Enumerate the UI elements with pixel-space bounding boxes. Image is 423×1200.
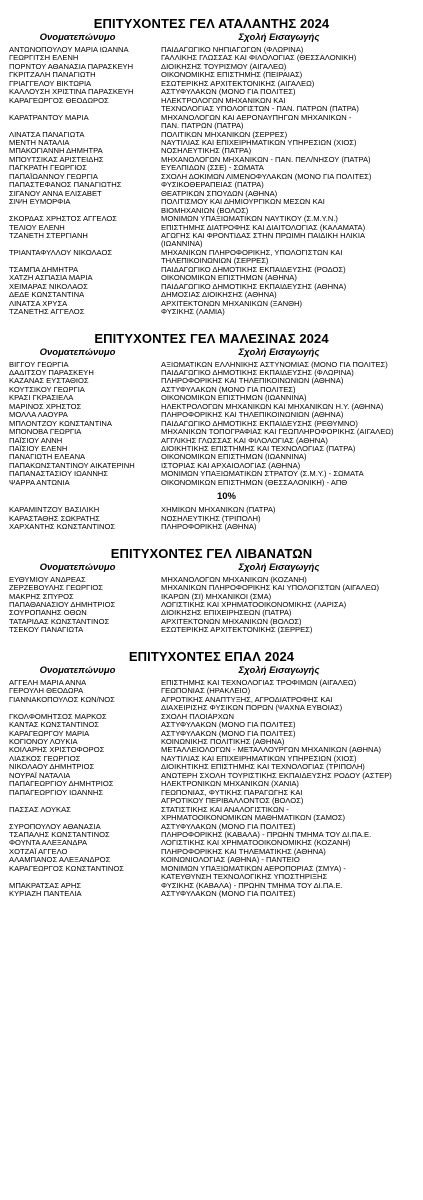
table-row xyxy=(9,873,420,881)
student-name: ΣΟΥΡΟΠΑΝΗΣ ΟΘΩΝ xyxy=(9,609,87,618)
table-row xyxy=(9,122,420,130)
table-row xyxy=(9,704,420,712)
table-row xyxy=(9,601,420,609)
student-name: ΓΙΑΝΝΑΚΟΠΟΥΛΟΣ ΚΩΝ/ΝΟΣ xyxy=(9,695,115,704)
admission-school: ΗΛΕΚΤΡΟΝΙΚΩΝ ΜΗΧΑΝΙΚΩΝ (ΧΑΝΙΑ) xyxy=(161,780,299,789)
admission-school: ΜΟΝΙΜΩΝ ΥΠΑΞΙΩΜΑΤΙΚΩΝ ΝΑΥΤΙΚΟΥ (Σ.Μ.Υ.Ν.) xyxy=(161,215,338,224)
student-name: ΓΚΟΛΦΟΜΗΤΣΟΣ ΜΑΡΚΟΣ xyxy=(9,712,107,721)
admission-school: ΑΣΤΥΦΥΛΑΚΩΝ (ΜΟΝΟ ΓΙΑ ΠΟΛΙΤΕΣ) xyxy=(161,729,296,738)
table-row xyxy=(9,131,420,139)
student-name: ΠΑΓΚΡΑΤΗ ΓΕΩΡΓΙΟΣ xyxy=(9,164,87,173)
table-row xyxy=(9,63,420,71)
table-row xyxy=(9,823,420,831)
column-header-name: Ονοματεπώνυμο xyxy=(39,664,116,676)
student-name xyxy=(9,873,161,881)
student-name: ΠΑΠΑΓΕΩΡΓΙΟΥ ΙΩΑΝΝΗΣ xyxy=(9,788,104,797)
admission-school: ΟΙΚΟΝΟΜΙΚΩΝ ΕΠΙΣΤΗΜΩΝ (ΘΕΣΣΑΛΟΝΙΚΗ) - ΑΠΘ xyxy=(161,478,348,487)
admission-school: ΓΕΩΠΟΝΙΑΣ (ΗΡΑΚΛΕΙΟ) xyxy=(161,687,251,696)
table-row xyxy=(9,97,420,105)
table-row xyxy=(9,763,420,771)
admission-school: ΣΧΟΛΗ ΠΛΟΙΑΡΧΩΝ xyxy=(161,712,234,721)
admission-school: ΦΥΣΙΚΟΘΕΡΑΠΕΙΑΣ (ΠΑΤΡΑ) xyxy=(161,181,264,190)
admission-school: ΑΣΤΥΦΥΛΑΚΩΝ (ΜΟΝΟ ΓΙΑ ΠΟΛΙΤΕΣ) xyxy=(161,822,296,831)
admission-school: ΟΙΚΟΝΟΜΙΚΩΝ ΕΠΙΣΤΗΜΩΝ (ΙΩΑΝΝΙΝΑ) xyxy=(161,453,307,462)
table-row xyxy=(9,207,420,215)
table-row xyxy=(9,181,420,189)
student-name: ΠΑΠΑΚΩΝΣΤΑΝΤΙΝΟΥ ΑΙΚΑΤΕΡΙΝΗ xyxy=(9,461,135,470)
student-name: ΚΑΡΑΣΤΑΘΗΣ ΣΩΚΡΑΤΗΣ xyxy=(9,514,100,523)
student-name: ΣΚΟΡΔΑΣ ΧΡΗΣΤΟΣ ΑΓΓΕΛΟΣ xyxy=(9,215,117,224)
table-row xyxy=(9,445,420,453)
admission-school: ΑΓΡΟΤΙΚΟΥ ΠΕΡΙΒΑΛΛΟΝΤΟΣ (ΒΟΛΟΣ) xyxy=(161,797,304,806)
table-row xyxy=(9,755,420,763)
admission-school: ΠΑΙΔΑΓΩΓΙΚΟ ΔΗΜΟΤΙΚΗΣ ΕΚΠΑΙΔΕΥΣΗΣ (ΡΟΔΟΣ) xyxy=(161,265,346,274)
student-name: ΜΠΛΟΝΤΖΟΥ ΚΩΝΣΤΑΝΤΙΝΑ xyxy=(9,419,112,428)
table-row xyxy=(9,377,420,385)
student-name: ΚΟΓΙΟΝΟΥ ΛΟΥΚΙΑ xyxy=(9,738,78,746)
table-row xyxy=(9,71,420,79)
table-row xyxy=(9,721,420,729)
table-row xyxy=(9,618,420,626)
student-name: ΚΑΛΛΟΥΣΗ ΧΡΙΣΤΙΝΑ ΠΑΡΑΣΚΕΥΗ xyxy=(9,88,134,97)
admission-school: ΚΑΤΕΥΘΥΝΣΗ ΤΕΧΝΟΛΟΓΙΚΗΣ ΥΠΟΣΤΗΡΙΞΗΣ xyxy=(161,873,328,882)
table-row xyxy=(9,523,420,531)
student-name: ΠΑΠΑΝΑΣΤΑΣΙΟΥ ΙΩΑΝΝΗΣ xyxy=(9,470,108,479)
admission-school: ΣΤΑΤΙΣΤΙΚΗΣ ΚΑΙ ΑΝΑΛΟΓΙΣΤΙΚΩΝ - xyxy=(161,805,289,814)
admission-school: ΧΗΜΙΚΩΝ ΜΗΧΑΝΙΚΩΝ (ΠΑΤΡΑ) xyxy=(161,506,276,515)
table-row xyxy=(9,291,420,299)
admission-school: ΠΛΗΡΟΦΟΡΙΚΗΣ (ΑΘΗΝΑ) xyxy=(161,523,257,532)
table-row xyxy=(9,54,420,62)
student-name: ΨΑΡΡΑ ΑΝΤΩΝΙΑ xyxy=(9,478,70,487)
admission-school: ΠΑΙΔΑΓΩΓΙΚΟ ΔΗΜΟΤΙΚΗΣ ΕΚΠΑΙΔΕΥΣΗΣ (ΡΕΘΥΜΝΟ) xyxy=(161,419,358,428)
table-row xyxy=(9,470,420,478)
student-name: ΧΑΤΖΗ ΑΣΠΑΣΙΑ ΜΑΡΙΑ xyxy=(9,274,93,283)
table-row xyxy=(9,806,420,814)
student-name: ΧΕΙΜΑΡΑΣ ΝΙΚΟΛΑΟΣ xyxy=(9,282,88,291)
admission-school: ΠΛΗΡΟΦΟΡΙΚΗΣ ΚΑΙ ΤΗΛΕΠΙΚΟΙΝΩΝΙΩΝ (ΑΘΗΝΑ) xyxy=(161,377,344,386)
table-row xyxy=(9,506,420,514)
student-name: ΠΑΠΑΣΤΕΦΑΝΟΣ ΠΑΝΑΓΙΩΤΗΣ xyxy=(9,181,122,190)
student-name: ΠΑΝΑΓΙΩΤΗ ΕΛΕΑΝΑ xyxy=(9,453,86,462)
admission-school: ΛΟΓΙΣΤΙΚΗΣ ΚΑΙ ΧΡΗΜΑΤΟΟΙΚΟΝΟΜΙΚΗΣ (ΛΑΡΙΣΑ) xyxy=(161,601,347,610)
table-row xyxy=(9,249,420,257)
table-row xyxy=(9,865,420,873)
student-name: ΚΡΑΣΙ ΓΚΡΑΣΙΕΛΑ xyxy=(9,394,74,403)
admission-school: ΗΛΕΚΤΡΟΛΟΓΩΝ ΜΗΧΑΝΙΚΩΝ ΚΑΙ xyxy=(161,96,286,105)
admission-school: ΘΕΑΤΡΙΚΩΝ ΣΠΟΥΔΩΝ (ΑΘΗΝΑ) xyxy=(161,189,278,198)
student-name: ΑΝΤΩΝΟΠΟΥΛΟΥ ΜΑΡΙΑ ΙΩΑΝΝΑ xyxy=(9,46,129,54)
admission-school: ΑΓΓΛΙΚΗΣ ΓΛΩΣΣΑΣ ΚΑΙ ΦΙΛΟΛΟΓΙΑΣ (ΑΘΗΝΑ) xyxy=(161,436,328,445)
admission-school: ΜΗΧΑΝΙΚΩΝ ΠΛΗΡΟΦΟΡΙΚΗΣ, ΥΠΟΛΟΓΙΣΤΩΝ ΚΑΙ xyxy=(161,248,343,257)
student-name: ΚΑΡΑΤΡΑΝΤΟΥ ΜΑΡΙΑ xyxy=(9,113,89,122)
student-name: ΧΟΤΖΑΪ ΑΓΓΕΛΟ xyxy=(9,847,68,856)
admission-school: ΠΑΙΔΑΓΩΓΙΚΟ ΔΗΜΟΤΙΚΗΣ ΕΚΠΑΙΔΕΥΣΗΣ (ΦΛΩΡΙΝΑ) xyxy=(161,368,354,377)
admission-school: ΑΝΩΤΕΡΗ ΣΧΟΛΗ ΤΟΥΡΙΣΤΙΚΗΣ ΕΚΠΑΙΔΕΥΣΗΣ ΡΟΔΟΥ (ΑΣΤΕΡ) xyxy=(161,771,392,780)
student-name xyxy=(9,105,161,113)
table-row xyxy=(9,780,420,788)
table-row xyxy=(9,479,420,487)
admission-school: ΠΛΗΡΟΦΟΡΙΚΗΣ (ΚΑΒΑΛΑ) - ΠΡΩΗΝ ΤΜΗΜΑ ΤΟΥ ΔΙ.ΠΑ.Ε. xyxy=(161,830,372,839)
admission-school: ΔΙΟΙΚΗΤΙΚΗΣ ΕΠΙΣΤΗΜΗΣ ΚΑΙ ΤΕΧΝΟΛΟΓΙΑΣ (ΤΡΙΠΟΛΗ) xyxy=(161,763,365,772)
table-row xyxy=(9,156,420,164)
column-header-school: Σχολή Εισαγωγής xyxy=(238,346,320,358)
table-row xyxy=(9,453,420,461)
student-name: ΛΙΑΣΚΟΣ ΓΕΩΡΓΙΟΣ xyxy=(9,754,81,763)
table-row xyxy=(9,814,420,822)
table-row xyxy=(9,882,420,890)
admission-school: ΦΥΣΙΚΗΣ (ΛΑΜΙΑ) xyxy=(161,308,225,317)
table-row xyxy=(9,609,420,617)
student-name xyxy=(9,240,161,248)
admission-school: ΠΟΛΙΤΙΣΜΟΥ ΚΑΙ ΔΗΜΙΟΥΡΓΙΚΩΝ ΜΕΣΩΝ ΚΑΙ xyxy=(161,198,325,207)
table-row xyxy=(9,462,420,470)
table-row xyxy=(9,190,420,198)
student-name: ΛΙΝΑΤΣΑ ΧΡΥΣΑ xyxy=(9,299,68,308)
admission-school: ΜΗΧΑΝΟΛΟΓΩΝ ΜΗΧΑΝΙΚΩΝ (ΚΟΖΑΝΗ) xyxy=(161,575,307,584)
table-row xyxy=(9,839,420,847)
table-row xyxy=(9,515,420,523)
admission-school: ΤΗΛΕΠΙΚΟΙΝΩΝΙΩΝ (ΣΕΡΡΕΣ) xyxy=(161,257,269,266)
student-name: ΝΟΥΡΑΪ ΝΑΤΑΛΙΑ xyxy=(9,771,71,780)
table-row xyxy=(9,80,420,88)
student-name: ΠΑΠΑΓΕΩΡΓΙΟΥ ΔΗΜΗΤΡΙΟΣ xyxy=(9,780,114,789)
section-title-atalanti: ΕΠΙΤΥΧΟΝΤΕΣ ΓΕΛ ΑΤΑΛΑΝΤΗΣ 2024 xyxy=(93,16,330,31)
admission-school: ΠΑΙΔΑΓΩΓΙΚΟ ΔΗΜΟΤΙΚΗΣ ΕΚΠΑΙΔΕΥΣΗΣ (ΑΘΗΝΑ) xyxy=(161,282,347,291)
section-title-malesina: ΕΠΙΤΥΧΟΝΤΕΣ ΓΕΛ ΜΑΛΕΣΙΝΑΣ 2024 xyxy=(94,330,329,346)
table-row xyxy=(9,738,420,746)
admission-school: ΑΓΩΓΗΣ ΚΑΙ ΦΡΟΝΤΙΔΑΣ ΣΤΗΝ ΠΡΩΙΜΗ ΠΑΙΔΙΚΗ ΗΛΙΚΙΑ xyxy=(161,231,366,240)
student-name: ΚΑΡΑΜΙΝΤΖΟΥ ΒΑΣΙΛΙΚΗ xyxy=(9,506,100,515)
column-header-school: Σχολή Εισαγωγής xyxy=(238,561,320,573)
student-name: ΤΖΑΝΕΤΗ ΣΤΕΡΓΙΑΝΗ xyxy=(9,231,88,240)
table-row xyxy=(9,713,420,721)
table-row xyxy=(9,772,420,780)
student-name: ΑΓΓΕΛΗ ΜΑΡΙΑ ΑΝΝΑ xyxy=(9,678,87,687)
admission-school: ΝΑΥΤΙΛΙΑΣ ΚΑΙ ΕΠΙΧΕΙΡΗΜΑΤΙΚΩΝ ΥΠΗΡΕΣΙΩΝ (ΧΙΟΣ) xyxy=(161,754,357,763)
table-row xyxy=(9,114,420,122)
student-name: ΖΕΡΖΕΒΟΥΛΗΣ ΓΕΩΡΓΙΟΣ xyxy=(9,584,103,593)
student-name: ΒΙΓΓΟΥ ΓΕΩΡΓΙΑ xyxy=(9,360,69,369)
admission-school: ΠΑΙΔΑΓΩΓΙΚΟ ΝΗΠΙΑΓΩΓΩΝ (ΦΛΩΡΙΝΑ) xyxy=(161,46,304,54)
admission-school: ΟΙΚΟΝΟΜΙΚΗΣ ΕΠΙΣΤΗΜΗΣ (ΠΕΙΡΑΙΑΣ) xyxy=(161,71,303,80)
student-name: ΠΑΠΑΘΑΝΑΣΙΟΥ ΔΗΜΗΤΡΙΟΣ xyxy=(9,601,116,610)
admission-school: ΕΥΕΛΠΙΔΩΝ (ΣΣΕ) - ΣΩΜΑΤΑ xyxy=(161,164,264,173)
admission-school: ΜΗΧΑΝΟΛΟΓΩΝ ΚΑΙ ΑΕΡΟΝΑΥΠΗΓΩΝ ΜΗΧΑΝΙΚΩΝ - xyxy=(161,113,352,122)
student-name: ΔΑΔΙΤΣΟΥ ΠΑΡΑΣΚΕΥΗ xyxy=(9,368,94,377)
student-name: ΦΟΥΝΤΑ ΑΛΕΞΑΝΔΡΑ xyxy=(9,839,88,848)
admission-school: ΧΡΗΜΑΤΟΟΙΚΟΝΟΜΙΚΩΝ ΜΑΘΗΜΑΤΙΚΩΝ (ΣΑΜΟΣ) xyxy=(161,814,346,823)
admission-school: ΑΡΧΙΤΕΚΤΟΝΩΝ ΜΗΧΑΝΙΚΩΝ (ΞΑΝΘΗ) xyxy=(161,299,303,308)
table-row xyxy=(9,240,420,248)
student-name: ΤΑΤΑΡΙΔΑΣ ΚΩΝΣΤΑΝΤΙΝΟΣ xyxy=(9,617,110,626)
student-name: ΜΠΑΚΟΓΙΑΝΝΗ ΔΗΜΗΤΡΑ xyxy=(9,147,103,156)
table-row xyxy=(9,88,420,96)
admission-school: ΝΟΣΗΛΕΥΤΙΚΗΣ (ΤΡΙΠΟΛΗ) xyxy=(161,514,261,523)
admission-school: ΔΙΟΙΚΗΤΙΚΗΣ ΕΠΙΣΤΗΜΗΣ ΚΑΙ ΤΕΧΝΟΛΟΓΙΑΣ (ΠΑΤΡΑ) xyxy=(161,445,356,454)
table-row xyxy=(9,232,420,240)
student-name: ΜΠΟΝΟΒΑ ΓΕΩΡΓΙΑ xyxy=(9,428,82,437)
admission-school: ΕΠΙΣΤΗΜΗΣ ΚΑΙ ΤΕΧΝΟΛΟΓΙΑΣ ΤΡΟΦΙΜΩΝ (ΑΙΓΑΛΕΩ) xyxy=(161,678,357,687)
column-headers xyxy=(0,665,423,677)
table-row xyxy=(9,593,420,601)
table-row xyxy=(9,139,420,147)
table-row xyxy=(9,789,420,797)
admission-school: ΠΑΝ. ΠΑΤΡΩΝ (ΠΑΤΡΑ) xyxy=(161,122,244,131)
student-name: ΚΥΡΙΑΖΗ ΠΑΝΤΕΛΙΑ xyxy=(9,890,82,899)
student-name xyxy=(9,814,161,822)
admission-school: ΜΗΧΑΝΙΚΩΝ ΠΛΗΡΟΦΟΡΙΚΗΣ ΚΑΙ ΥΠΟΛΟΓΙΣΤΩΝ (ΑΙΓΑΛΕΩ) xyxy=(161,584,380,593)
admission-school: ΑΣΤΥΦΥΛΑΚΩΝ (ΜΟΝΟ ΓΙΑ ΠΟΛΙΤΕΣ) xyxy=(161,88,296,97)
student-name: ΚΑΡΑΓΕΩΡΓΟΣ ΘΕΟΔΩΡΟΣ xyxy=(9,96,109,105)
student-name: ΜΑΚΡΗΣ ΣΠΥΡΟΣ xyxy=(9,592,74,601)
table-row xyxy=(9,46,420,54)
admission-school: ΔΙΟΙΚΗΣΗΣ ΤΟΥΡΙΣΜΟΥ (ΑΙΓΑΛΕΩ) xyxy=(161,62,287,71)
admission-school: (ΙΩΑΝΝΙΝΑ) xyxy=(161,240,203,249)
admission-school: ΚΟΙΝΩΝΙΟΛΟΓΙΑΣ (ΑΘΗΝΑ) - ΠΑΝΤΕΙΟ xyxy=(161,856,300,865)
student-name: ΠΟΡΝΤΟΥ ΑΘΑΝΑΣΙΑ ΠΑΡΑΣΚΕΥΗ xyxy=(9,62,134,71)
table-row xyxy=(9,224,420,232)
student-name xyxy=(9,122,161,130)
section-title-livanates: ΕΠΙΤΥΧΟΝΤΕΣ ΓΕΛ ΛΙΒΑΝΑΤΩΝ xyxy=(110,545,313,561)
student-name: ΔΕΔΕ ΚΩΝΣΤΑΝΤΙΝΑ xyxy=(9,291,85,300)
table-row xyxy=(9,576,420,584)
table-row xyxy=(9,215,420,223)
table-row xyxy=(9,308,420,316)
student-name: ΜΠΑΚΡΑΤΣΑΣ ΑΡΗΣ xyxy=(9,881,82,890)
student-name: ΤΡΙΑΝΤΑΦΥΛΛΟΥ ΝΙΚΟΛΑΟΣ xyxy=(9,248,113,257)
table-row xyxy=(9,369,420,377)
student-name: ΚΟΥΤΣΙΚΟΥ ΓΕΩΡΓΙΑ xyxy=(9,385,85,394)
admission-school: ΠΟΛΙΤΙΚΩΝ ΜΗΧΑΝΙΚΩΝ (ΣΕΡΡΕΣ) xyxy=(161,130,288,139)
table-row xyxy=(9,848,420,856)
admission-school: ΙΚΑΡΩΝ (ΣΙ) ΜΗΧΑΝΙΚΟΙ (ΣΜΑ) xyxy=(161,592,272,601)
results-list xyxy=(0,46,423,317)
student-name: ΧΑΡΧΑΝΤΗΣ ΚΩΝΣΤΑΝΤΙΝΟΣ xyxy=(9,523,116,532)
quota-label: 10% xyxy=(216,491,236,503)
admission-school: ΓΑΛΛΙΚΗΣ ΓΛΩΣΣΑΣ ΚΑΙ ΦΙΛΟΛΟΓΙΑΣ (ΘΕΣΣΑΛΟΝΙΚΗ) xyxy=(161,54,357,63)
section-title-epal: ΕΠΙΤΥΧΟΝΤΕΣ ΕΠΑΛ 2024 xyxy=(128,648,295,664)
admission-school: ΑΣΤΥΦΥΛΑΚΩΝ (ΜΟΝΟ ΓΙΑ ΠΟΛΙΤΕΣ) xyxy=(161,890,296,899)
admission-school: ΑΣΤΥΦΥΛΑΚΩΝ (ΜΟΝΟ ΓΙΑ ΠΟΛΙΤΕΣ) xyxy=(161,721,296,730)
admission-school: ΕΣΩΤΕΡΙΚΗΣ ΑΡΧΙΤΕΚΤΟΝΙΚΗΣ (ΣΕΡΡΕΣ) xyxy=(161,626,313,635)
table-row xyxy=(9,696,420,704)
student-name: ΚΟΙΛΑΡΗΣ ΧΡΙΣΤΟΦΟΡΟΣ xyxy=(9,746,105,755)
student-name: ΕΥΘΥΜΙΟΥ ΑΝΔΡΕΑΣ xyxy=(9,575,86,584)
student-name: ΜΑΡΙΝΟΣ ΧΡΗΣΤΟΣ xyxy=(9,402,82,411)
admission-school: ΛΟΓΙΣΤΙΚΗΣ ΚΑΙ ΧΡΗΜΑΤΟΟΙΚΟΝΟΜΙΚΗΣ (ΚΟΖΑΝΗ) xyxy=(161,839,351,848)
table-row xyxy=(9,266,420,274)
table-row xyxy=(9,198,420,206)
column-header-school: Σχολή Εισαγωγής xyxy=(238,32,320,43)
admission-school: ΔΗΜΟΣΙΑΣ ΔΙΟΙΚΗΣΗΣ (ΑΘΗΝΑ) xyxy=(161,291,277,300)
admission-school: ΟΙΚΟΝΟΜΙΚΩΝ ΕΠΙΣΤΗΜΩΝ (ΙΩΑΝΝΙΝΑ) xyxy=(161,394,307,403)
student-name: ΠΑΠΑΪΩΑΝΝΟΥ ΓΕΩΡΓΙΑ xyxy=(9,172,98,181)
table-row xyxy=(9,626,420,634)
table-row xyxy=(9,420,420,428)
table-row xyxy=(9,746,420,754)
table-row xyxy=(9,428,420,436)
table-row xyxy=(9,856,420,864)
table-row xyxy=(9,403,420,411)
results-list xyxy=(0,361,423,488)
student-name: ΚΑΡΑΓΕΩΡΓΟΥ ΜΑΡΙΑ xyxy=(9,729,90,738)
table-row xyxy=(9,274,420,282)
admission-school: ΑΓΡΟΤΙΚΗΣ ΑΝΑΠΤΥΞΗΣ, ΑΓΡΟΔΙΑΤΡΟΦΗΣ ΚΑΙ xyxy=(161,695,333,704)
table-row xyxy=(9,890,420,898)
table-row xyxy=(9,411,420,419)
student-name: ΚΑΡΑΓΕΩΡΓΟΣ ΚΩΝΣΤΑΝΤΙΝΟΣ xyxy=(9,864,124,873)
admission-school: ΕΣΩΤΕΡΙΚΗΣ ΑΡΧΙΤΕΚΤΟΝΙΚΗΣ (ΑΙΓΑΛΕΩ) xyxy=(161,79,315,88)
student-name: ΜΟΛΛΑ ΛΑΟΥΡΑ xyxy=(9,411,68,420)
student-name xyxy=(9,704,161,712)
student-name: ΓΕΩΡΓΙΤΣΗ ΕΛΕΝΗ xyxy=(9,54,79,63)
student-name: ΓΚΡΙΤΖΑΛΗ ΠΑΝΑΓΙΩΤΗ xyxy=(9,71,96,80)
column-headers xyxy=(0,562,423,574)
admission-school: ΤΕΧΝΟΛΟΓΙΑΣ ΥΠΟΛΟΓΙΣΤΩΝ - ΠΑΝ. ΠΑΤΡΩΝ (ΠΑΤΡΑ) xyxy=(161,105,359,114)
results-list xyxy=(0,576,423,635)
student-name: ΤΣΑΜΠΑ ΔΗΜΗΤΡΑ xyxy=(9,265,79,274)
admission-school: ΑΞΙΩΜΑΤΙΚΩΝ ΕΛΛΗΝΙΚΗΣ ΑΣΤΥΝΟΜΙΑΣ (ΜΟΝΟ ΓΙΑ ΠΟΛΙΤΕΣ) xyxy=(161,360,388,369)
table-row xyxy=(9,831,420,839)
student-name: ΚΑΖΑΝΑΣ ΕΥΣΤΑΘΙΟΣ xyxy=(9,377,89,386)
admission-school: ΕΠΙΣΤΗΜΗΣ ΔΙΑΤΡΟΦΗΣ ΚΑΙ ΔΙΑΙΤΟΛΟΓΙΑΣ (ΚΑΛΑΜΑΤΑ) xyxy=(161,223,366,232)
student-name: ΑΛΑΜΠΑΝΟΣ ΑΛΕΞΑΝΔΡΟΣ xyxy=(9,856,111,865)
table-row xyxy=(9,437,420,445)
table-row xyxy=(9,361,420,369)
admission-school: ΜΗΧΑΝΙΚΩΝ ΤΟΠΟΓΡΑΦΙΑΣ ΚΑΙ ΓΕΩΠΛΗΡΟΦΟΡΙΚΗΣ (ΑΙΓΑΛΕΩ) xyxy=(161,428,394,437)
admission-school: ΑΡΧΙΤΕΚΤΟΝΩΝ ΜΗΧΑΝΙΚΩΝ (ΒΟΛΟΣ) xyxy=(161,617,302,626)
table-row xyxy=(9,105,420,113)
student-name: ΣΥΡΟΠΟΥΛΟΥ ΑΘΑΝΑΣΙΑ xyxy=(9,822,101,831)
admission-school: ΔΙΑΧΕΙΡΙΣΗΣ ΦΥΣΙΚΩΝ ΠΟΡΩΝ (ΨΑΧΝΑ ΕΥΒΟΙΑΣ) xyxy=(161,704,343,713)
admission-school: ΟΙΚΟΝΟΜΙΚΩΝ ΕΠΙΣΤΗΜΩΝ (ΑΘΗΝΑ) xyxy=(161,274,297,283)
admission-school: ΒΙΟΜΗΧΑΝΙΩΝ (ΒΟΛΟΣ) xyxy=(161,206,249,215)
admission-school: ΦΥΣΙΚΗΣ (ΚΑΒΑΛΑ) - ΠΡΩΗΝ ΤΜΗΜΑ ΤΟΥ ΔΙ.ΠΑ.Ε. xyxy=(161,881,343,890)
table-row xyxy=(9,300,420,308)
student-name: ΚΑΝΤΑΣ ΚΩΝΣΤΑΝΤΙΝΟΣ xyxy=(9,721,99,730)
admission-school: ΗΛΕΚΤΡΟΛΟΓΩΝ ΜΗΧΑΝΙΚΩΝ ΚΑΙ ΜΗΧΑΝΙΚΩΝ Η.Υ. (ΑΘΗΝΑ) xyxy=(161,402,384,411)
admission-school: ΜΕΤΑΛΛΕΙΟΛΟΓΩΝ - ΜΕΤΑΛΛΟΥΡΓΩΝ ΜΗΧΑΝΙΚΩΝ (ΑΘΗΝΑ) xyxy=(161,746,382,755)
admission-school: ΙΣΤΟΡΙΑΣ ΚΑΙ ΑΡΧΑΙΟΛΟΓΙΑΣ (ΑΘΗΝΑ) xyxy=(161,461,301,470)
admission-school: ΣΧΟΛΗ ΔΟΚΙΜΩΝ ΛΙΜΕΝΟΦΥΛΑΚΩΝ (ΜΟΝΟ ΓΙΑ ΠΟΛΙΤΕΣ) xyxy=(161,172,372,181)
results-list-quota xyxy=(0,506,423,531)
column-header-name: Ονοματεπώνυμο xyxy=(39,32,116,43)
table-row xyxy=(9,257,420,265)
table-row xyxy=(9,679,420,687)
student-name: ΓΕΡΟΥΛΗ ΘΕΟΔΩΡΑ xyxy=(9,687,84,696)
student-name xyxy=(9,797,161,805)
table-row xyxy=(9,394,420,402)
student-name: ΣΙΓΑΝΟΥ ΑΝΝΑ ΕΛΙΣΑΒΕΤ xyxy=(9,189,102,198)
student-name: ΓΡΙΑΓΓΕΛΟΥ ΒΙΚΤΩΡΙΑ xyxy=(9,79,92,88)
student-name: ΠΑΪΣΙΟΥ ΑΝΝΗ xyxy=(9,436,63,445)
table-row xyxy=(9,730,420,738)
table-row xyxy=(9,164,420,172)
column-header-name: Ονοματεπώνυμο xyxy=(39,346,116,358)
admission-school: ΠΛΗΡΟΦΟΡΙΚΗΣ ΚΑΙ ΤΗΛΕΜΑΤΙΚΗΣ (ΑΘΗΝΑ) xyxy=(161,847,326,856)
admission-school: ΜΟΝΙΜΩΝ ΥΠΑΞΙΩΜΑΤΙΚΩΝ ΣΤΡΑΤΟΥ (Σ.Μ.Υ.) - ΣΩΜΑΤΑ xyxy=(161,470,364,479)
table-row xyxy=(9,283,420,291)
column-headers xyxy=(0,32,423,44)
table-row xyxy=(9,797,420,805)
student-name xyxy=(9,257,161,265)
admission-school: ΑΣΤΥΦΥΛΑΚΩΝ (ΜΟΝΟ ΓΙΑ ΠΟΛΙΤΕΣ) xyxy=(161,385,296,394)
student-name: ΛΙΝΑΤΣΑ ΠΑΝΑΓΙΩΤΑ xyxy=(9,130,85,139)
results-list xyxy=(0,679,423,899)
table-row xyxy=(9,687,420,695)
column-header-name: Ονοματεπώνυμο xyxy=(39,561,116,573)
column-headers xyxy=(0,347,423,359)
admission-school: ΚΟΙΝΩΝΙΚΗΣ ΠΟΛΙΤΙΚΗΣ (ΑΘΗΝΑ) xyxy=(161,738,285,746)
admission-school: ΔΙΟΙΚΗΣΗΣ ΕΠΙΧΕΙΡΗΣΕΩΝ (ΠΑΤΡΑ) xyxy=(161,609,292,618)
admission-school: ΝΟΣΗΛΕΥΤΙΚΗΣ (ΠΑΤΡΑ) xyxy=(161,147,252,156)
student-name: ΤΕΛΙΟΥ ΕΛΕΝΗ xyxy=(9,223,65,232)
student-name xyxy=(9,207,161,215)
admission-school: ΓΕΩΠΟΝΙΑΣ, ΦΥΤΙΚΗΣ ΠΑΡΑΓΩΓΗΣ ΚΑΙ xyxy=(161,788,303,797)
table-row xyxy=(9,147,420,155)
admission-school: ΝΑΥΤΙΛΙΑΣ ΚΑΙ ΕΠΙΧΕΙΡΗΜΑΤΙΚΩΝ ΥΠΗΡΕΣΙΩΝ (ΧΙΟΣ) xyxy=(161,138,357,147)
student-name: ΤΖΑΝΕΤΗΣ ΑΓΓΕΛΟΣ xyxy=(9,308,85,317)
admission-school: ΜΗΧΑΝΟΛΟΓΩΝ ΜΗΧΑΝΙΚΩΝ - ΠΑΝ. ΠΕΛ/ΝΗΣΟΥ (ΠΑΤΡΑ) xyxy=(161,155,371,164)
student-name: ΠΑΣΣΑΣ ΛΟΥΚΑΣ xyxy=(9,805,71,814)
student-name: ΜΠΟΥΤΣΙΚΑΣ ΑΡΙΣΤΕΙΔΗΣ xyxy=(9,155,104,164)
student-name: ΜΕΝΤΗ ΝΑΤΑΛΙΑ xyxy=(9,138,70,147)
student-name: ΣΙΨΗ ΕΥΜΟΡΦΙΑ xyxy=(9,198,71,207)
column-header-school: Σχολή Εισαγωγής xyxy=(238,664,320,676)
table-row xyxy=(9,173,420,181)
student-name: ΤΣΕΚΟΥ ΠΑΝΑΓΙΩΤΑ xyxy=(9,626,84,635)
student-name: ΠΑΪΣΙΟΥ ΕΛΕΝΗ xyxy=(9,445,68,454)
table-row xyxy=(9,584,420,592)
table-row xyxy=(9,386,420,394)
admission-school: ΜΟΝΙΜΩΝ ΥΠΑΞΙΩΜΑΤΙΚΩΝ ΑΕΡΟΠΟΡΙΑΣ (ΣΜΥΑ) - xyxy=(161,864,346,873)
student-name: ΤΣΑΠΑΛΗΣ ΚΩΝΣΤΑΝΤΙΝΟΣ xyxy=(9,830,110,839)
student-name: ΝΙΚΟΛΑΟΥ ΔΗΜΗΤΡΙΟΣ xyxy=(9,763,95,772)
admission-school: ΠΛΗΡΟΦΟΡΙΚΗΣ ΚΑΙ ΤΗΛΕΠΙΚΟΙΝΩΝΙΩΝ (ΑΘΗΝΑ) xyxy=(161,411,344,420)
